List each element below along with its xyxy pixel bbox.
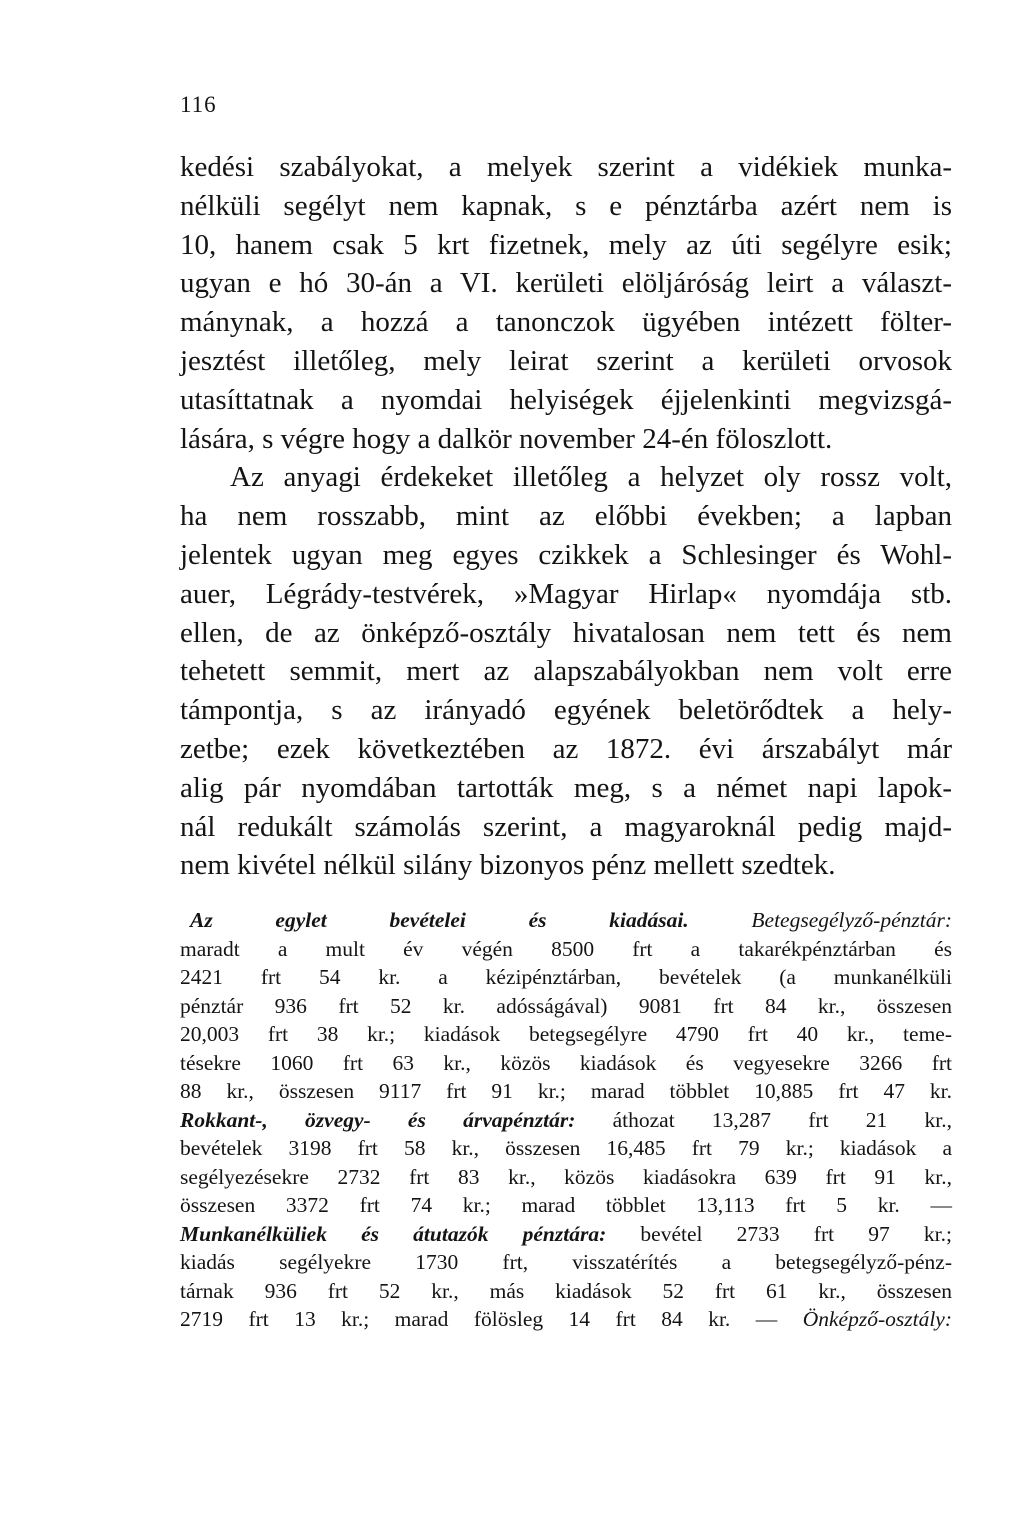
text-line: maradt a mult év végén 8500 frt a takarékpénztárban és [180, 936, 952, 961]
text-line: kiadás segélyekre 1730 frt, visszatérítés a betegsegélyző-pénz- [180, 1250, 952, 1274]
text-fragment: 2719 frt 13 kr.; marad fölösleg 14 frt 84 kr. — [180, 1307, 803, 1331]
text-line: nélküli segélyt nem kapnak, s e pénztárba azért nem is [180, 189, 952, 222]
text-line: zetbe; ezek következtében az 1872. évi árszabályt már [180, 732, 952, 765]
section-heading-line [180, 906, 952, 935]
text-fragment: áthozat 13,287 frt 21 kr., [575, 1107, 952, 1132]
text-line: támpontja, s az irányadó egyének beletörődtek a hely- [180, 694, 952, 727]
text-line: összesen 3372 frt 74 kr.; marad többlet 13,113 frt 5 kr. — [180, 1193, 952, 1217]
text-line: auer, Légrády-testvérek, »Magyar Hirlap« nyomdája stb. [180, 577, 952, 610]
text-line: mánynak, a hozzá a tanonczok ügyében intézett fölter- [180, 306, 952, 339]
text-line: tehetett semmit, mert az alapszabályokban nem volt erre [180, 655, 952, 688]
page-number: 116 [180, 92, 217, 117]
text-line: ugyan e hó 30-án a VI. kerületi elöljáróság leirt a választ- [180, 267, 952, 300]
text-line: segélyezésekre 2732 frt 83 kr., közös kiadásokra 639 frt 91 kr., [180, 1164, 952, 1189]
text-line: tárnak 936 frt 52 kr., más kiadások 52 frt 61 kr., összesen [180, 1278, 952, 1303]
text-line: nál redukált számolás szerint, a magyaroknál pedig majd- [180, 810, 952, 843]
text-line: tésekre 1060 frt 63 kr., közös kiadások és vegyesekre 3266 frt [180, 1050, 952, 1075]
text-line: alig pár nyomdában tartották meg, s a német napi lapok- [180, 771, 952, 804]
text-line: 20,003 frt 38 kr.; kiadások betegsegélyre 4790 frt 40 kr., teme- [180, 1022, 952, 1046]
text-line: bevételek 3198 frt 58 kr., összesen 16,485 frt 79 kr.; kiadások a [180, 1136, 952, 1160]
fund-name-rokkant: Rokkant-, özvegy- és árvapénztár: [180, 1107, 576, 1132]
text-line: Az anyagi érdekeket illetőleg a helyzet oly rossz volt, [230, 461, 952, 494]
text-line [180, 1220, 952, 1249]
text-line: utasíttatnak a nyomdai helyiségek éjjelenkinti megvizsgá- [180, 383, 952, 416]
text-line: 2421 frt 54 kr. a kézipénztárban, bevételek (a munkanélküli [180, 965, 952, 989]
text-line: kedési szabályokat, a melyek szerint a vidékiek munka- [180, 151, 952, 183]
main-paragraph [180, 148, 952, 885]
text-line: pénztár 936 frt 52 kr. adósságával) 9081 frt 84 kr., összesen [180, 993, 952, 1018]
text-line: jelentek ugyan meg egyes czikkek a Schlesinger és Wohl- [180, 538, 952, 571]
text-line: nem kivétel nélkül silány bizonyos pénz mellett szedtek. [180, 849, 836, 882]
accounts-section [180, 906, 952, 1334]
text-line: jesztést illetőleg, mely leirat szerint a kerületi orvosok [180, 344, 952, 377]
fund-name-betegsegelyzo: Betegsegélyző-pénztár: [751, 908, 953, 932]
section-heading: Az egylet bevételei és kiadásai. [190, 908, 689, 932]
fund-name-munkanelkuli: Munkanélküliek és átutazók pénztára: [180, 1221, 607, 1246]
fund-name-onkepzo: Önképző-osztály: [802, 1307, 952, 1331]
text-line: lására, s végre hogy a dalkör november 24-én föloszlott. [180, 422, 833, 455]
text-line: ha nem rosszabb, mint az előbbi években; a lapban [180, 500, 952, 533]
text-line [180, 1106, 952, 1135]
text-line: 88 kr., összesen 9117 frt 91 kr.; marad többlet 10,885 frt 47 kr. [180, 1079, 952, 1103]
text-line: 10, hanem csak 5 krt fizetnek, mely az úti segélyre esik; [180, 228, 952, 261]
text-fragment: bevétel 2733 frt 97 kr.; [606, 1221, 952, 1246]
text-line: ellen, de az önképző-osztály hivatalosan nem tett és nem [180, 616, 952, 649]
text-line [180, 1305, 952, 1334]
